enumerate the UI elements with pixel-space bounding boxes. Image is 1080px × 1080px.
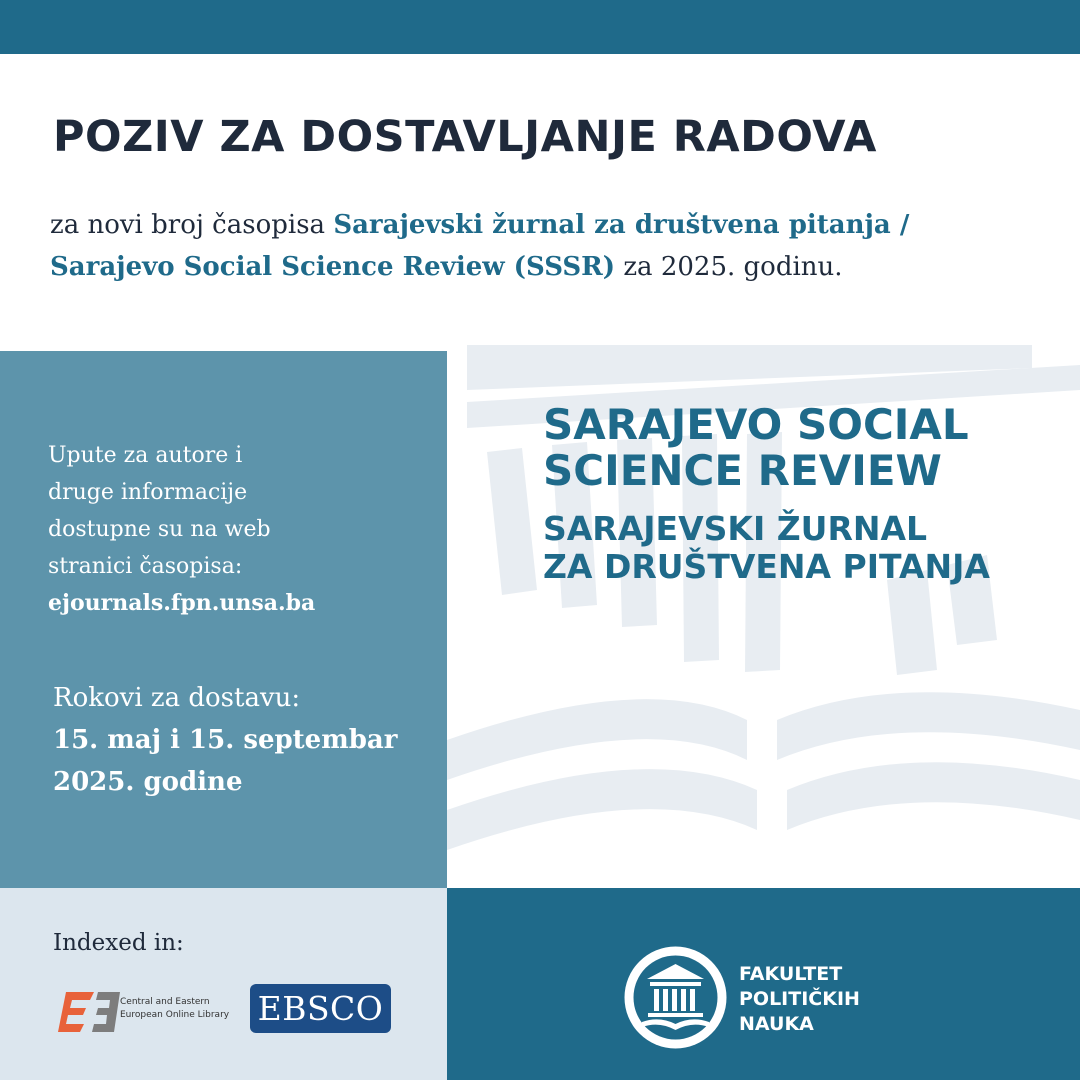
deadline-dates-2: 2025. godine xyxy=(53,767,243,797)
info-line-2: druge informacije xyxy=(48,480,248,505)
deadline-label: Rokovi za dostavu: xyxy=(53,683,301,713)
intro-suffix: za 2025. godinu. xyxy=(615,252,843,282)
journal-title-en-2: SCIENCE REVIEW xyxy=(543,446,942,495)
author-instructions xyxy=(48,437,428,622)
faculty-building-icon xyxy=(624,946,727,1049)
journal-title-block xyxy=(543,402,1043,586)
faculty-line-1: FAKULTET xyxy=(739,963,843,985)
intro-prefix: za novi broj časopisa xyxy=(50,210,334,240)
page-title: POZIV ZA DOSTAVLJANJE RADOVA xyxy=(53,112,877,162)
top-bar xyxy=(0,0,1080,54)
deadline-block xyxy=(53,677,433,803)
intro-text xyxy=(50,204,1040,288)
faculty-line-2: POLITIČKIH xyxy=(739,988,860,1010)
ebsco-logo[interactable]: EBSCO xyxy=(250,984,391,1033)
info-line-4: stranici časopisa: xyxy=(48,554,243,579)
journal-title-bs-1: SARAJEVSKI ŽURNAL xyxy=(543,509,928,548)
website-link[interactable]: ejournals.fpn.unsa.ba xyxy=(48,590,316,616)
faculty-line-3: NAUKA xyxy=(739,1013,814,1035)
journal-name-highlight: Sarajevski žurnal za društvena pitanja / Sarajevo Social Science Review (SSSR) xyxy=(50,210,910,282)
journal-title-en-1: SARAJEVO SOCIAL xyxy=(543,400,969,449)
info-line-1: Upute za autore i xyxy=(48,443,243,468)
indexed-label: Indexed in: xyxy=(53,930,184,956)
ceeol-line-2: European Online Library xyxy=(120,1010,230,1020)
journal-title-bs-2: ZA DRUŠTVENA PITANJA xyxy=(543,547,990,586)
faculty-name xyxy=(739,962,860,1037)
ceeol-line-1: Central and Eastern xyxy=(120,997,210,1007)
ceeol-caption xyxy=(120,996,240,1022)
info-line-3: dostupne su na web xyxy=(48,517,271,542)
deadline-dates-1: 15. maj i 15. septembar xyxy=(53,725,398,755)
